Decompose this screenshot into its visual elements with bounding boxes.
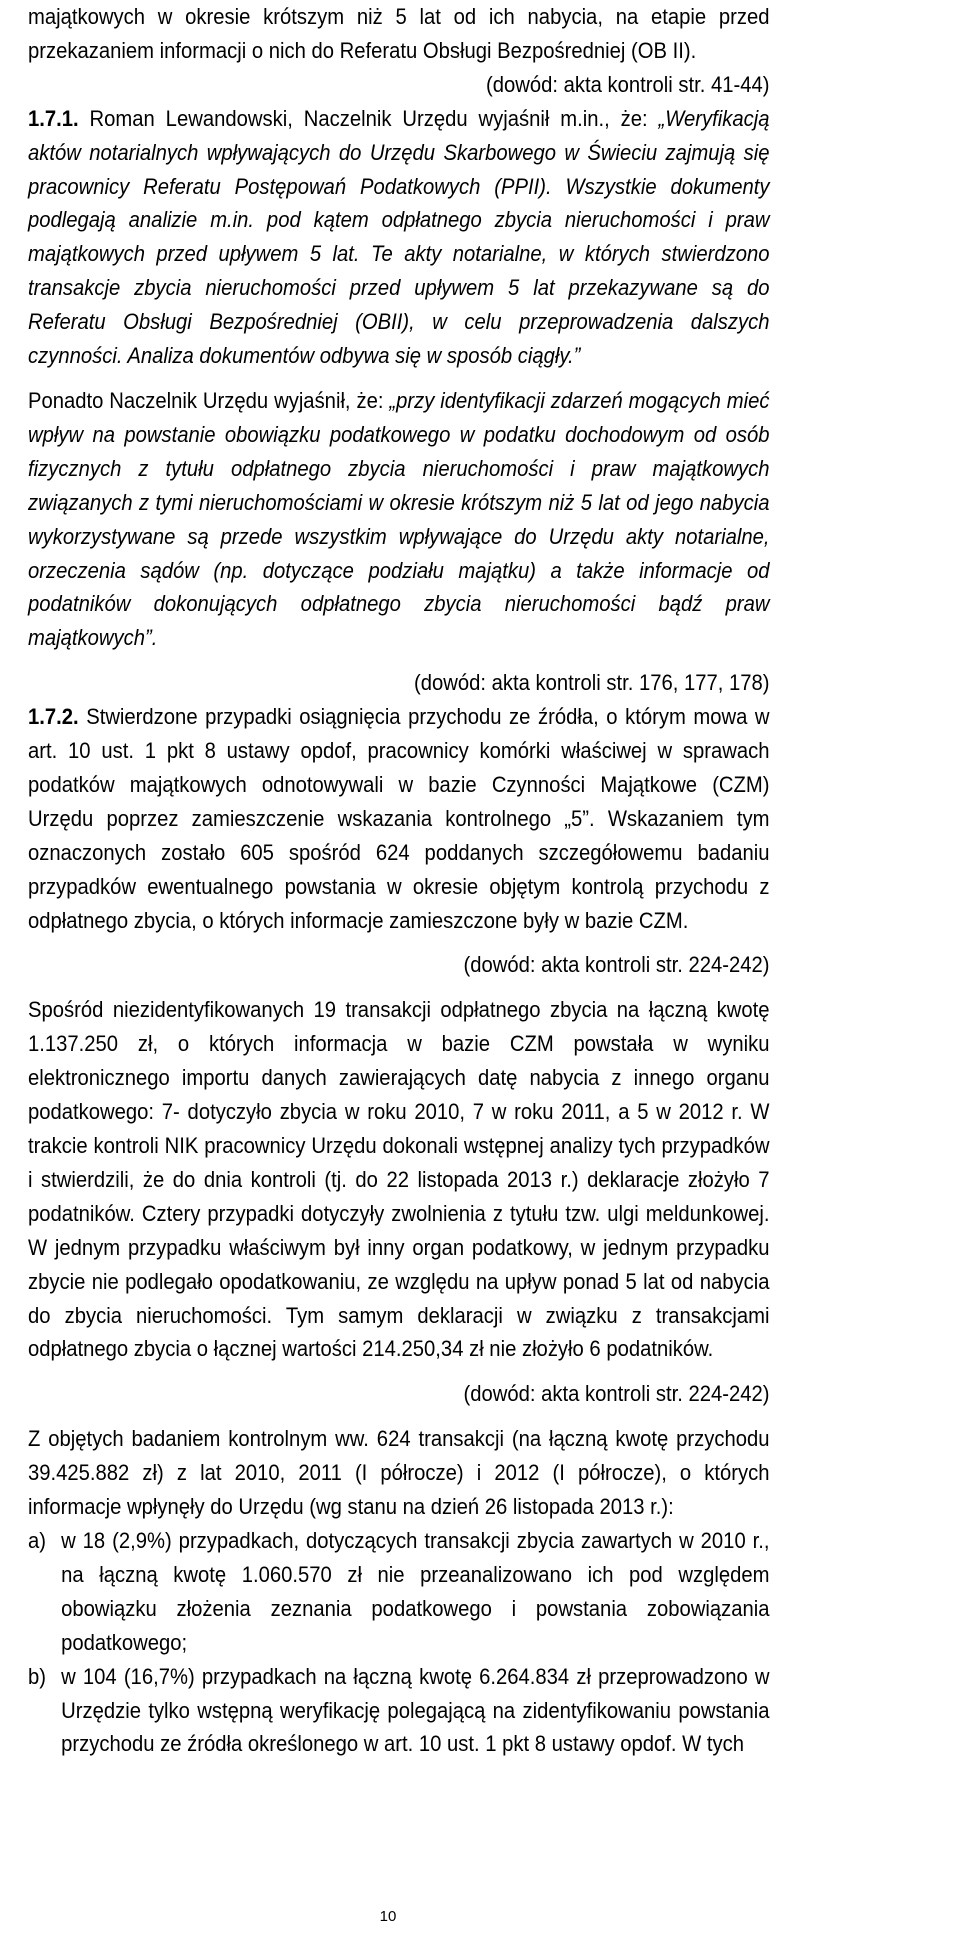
evidence-reference: (dowód: akta kontroli str. 224-242) xyxy=(463,952,770,978)
paragraph-text: Stwierdzone przypadki osiągnięcia przychodu ze źródła, o którym mowa w art. 10 ust. 1 pkt 8 ustawy opdof, pracownicy komórki właściwej w sprawach podatków majątkowych odnotowywali w bazie Czynności Majątkowe (CZM) Urzędu poprzez zamieszczenie wskazania kontrolnego „5”. Wskazaniem tym oznaczonych zostało 605 spośród 624 poddanych szczegółowemu badaniu przypadków ewentualnego powstania w okresie objętym kontrolą przychodu z odpłatnego zbycia, o których informacje zamieszczone były w bazie CZM. xyxy=(28,704,770,933)
page-number: 10 xyxy=(379,1908,397,1925)
section-number: 1.7.1. xyxy=(28,105,79,131)
paragraph-audited-transactions: Z objętych badaniem kontrolnym ww. 624 transakcji (na łączną kwotę przychodu 39.425.882 zł) z lat 2010, 2011 (I półrocze) i 2012 (I półrocze), o których informacje wpłynęły do Urzędu (wg stanu na dzień 26 listopada 2013 r.): xyxy=(28,1426,770,1520)
list-item-a xyxy=(28,1524,770,1660)
paragraph-1-7-2 xyxy=(28,700,770,937)
list-item-text: w 104 (16,7%) przypadkach na łączną kwotę 6.264.834 zł przeprowadzono w Urzędzie tylko wstępną weryfikację polegającą na zidentyfikowaniu powstania przychodu ze źródła określonego w art. 10 ust. 1 pkt 8 ustawy opdof. W tych xyxy=(61,1663,770,1757)
document-body xyxy=(28,0,770,1761)
list-marker: a) xyxy=(28,1527,46,1553)
list-marker: b) xyxy=(28,1663,46,1689)
list-item-text: w 18 (2,9%) przypadkach, dotyczących transakcji zbycia zawartych w 2010 r., na łączną kwotę 1.060.570 zł nie przeanalizowano ich pod względem obowiązku złożenia zeznania podatkowego i powstania zobowiązania podatkowego; xyxy=(61,1527,770,1655)
paragraph-intro: Roman Lewandowski, Naczelnik Urzędu wyjaśnił m.in., że: xyxy=(78,105,659,131)
quoted-explanation: „Weryfikacją aktów notarialnych wpływających do Urzędu Skarbowego w Świeciu zajmują się pracownicy Referatu Postępowań Podatkowych (PPII). Wszystkie dokumenty podlegają analizie m.in. pod kątem odpłatnego zbycia nieruchomości i praw majątkowych przed upływem 5 lat. Te akty notarialne, w których stwierdzono transakcje zbycia nieruchomości przed upływem 5 lat przekazywane są do Referatu Obsługi Bezpośredniej (OBII), w celu przeprowadzenia dalszych czynności. Analiza dokumentów odbywa się w sposób ciągły.” xyxy=(28,105,770,369)
paragraph-intro: Ponadto Naczelnik Urzędu wyjaśnił, że: xyxy=(28,387,390,413)
paragraph-additional-explanation xyxy=(28,384,770,655)
evidence-reference: (dowód: akta kontroli str. 41-44) xyxy=(486,71,770,97)
paragraph-continuation: majątkowych w okresie krótszym niż 5 lat od ich nabycia, na etapie przed przekazaniem informacji o nich do Referatu Obsługi Bezpośredniej (OB II). xyxy=(28,4,770,63)
evidence-reference: (dowód: akta kontroli str. 224-242) xyxy=(463,1381,770,1407)
section-number: 1.7.2. xyxy=(28,704,79,730)
paragraph-1-7-1 xyxy=(28,102,770,373)
paragraph-unidentified-transactions: Spośród niezidentyfikowanych 19 transakcji odpłatnego zbycia na łączną kwotę 1.137.250 zł, o których informacja w bazie CZM powstała w wyniku elektronicznego importu danych zawierających datę nabycia z innego organu podatkowego: 7- dotyczyło zbycia w roku 2010, 7 w roku 2011, a 5 w 2012 r. W trakcie kontroli NIK pracownicy Urzędu dokonali wstępnej analizy tych przypadków i stwierdzili, że do dnia kontroli (tj. do 22 listopada 2013 r.) deklaracje złożyło 7 podatników. Cztery przypadki dotyczyły zwolnienia z tytułu tzw. ulgi meldunkowej. W jednym przypadku właściwym był inny organ podatkowy, w jednym przypadku zbycie nie podlegało opodatkowaniu, ze względu na upływ ponad 5 lat od nabycia do zbycia nieruchomości. Tym samym deklaracji w związku z transakcjami odpłatnego zbycia o łącznej wartości 214.250,34 zł nie złożyło 6 podatników. xyxy=(28,997,770,1362)
list-item-b xyxy=(28,1660,770,1762)
quoted-explanation: „przy identyfikacji zdarzeń mogących mieć wpływ na powstanie obowiązku podatkowego w podatku dochodowym od osób fizycznych z tytułu odpłatnego zbycia nieruchomości i praw majątkowych związanych z tymi nieruchomościami w okresie krótszym niż 5 lat od jego nabycia wykorzystywane są przede wszystkim wpływające do Urzędu akty notarialne, orzeczenia sądów (np. dotyczące podziału majątku) a także informacje od podatników dokonujących odpłatnego zbycia nieruchomości bądź praw majątkowych”. xyxy=(28,387,770,651)
evidence-reference: (dowód: akta kontroli str. 176, 177, 178) xyxy=(413,670,770,696)
